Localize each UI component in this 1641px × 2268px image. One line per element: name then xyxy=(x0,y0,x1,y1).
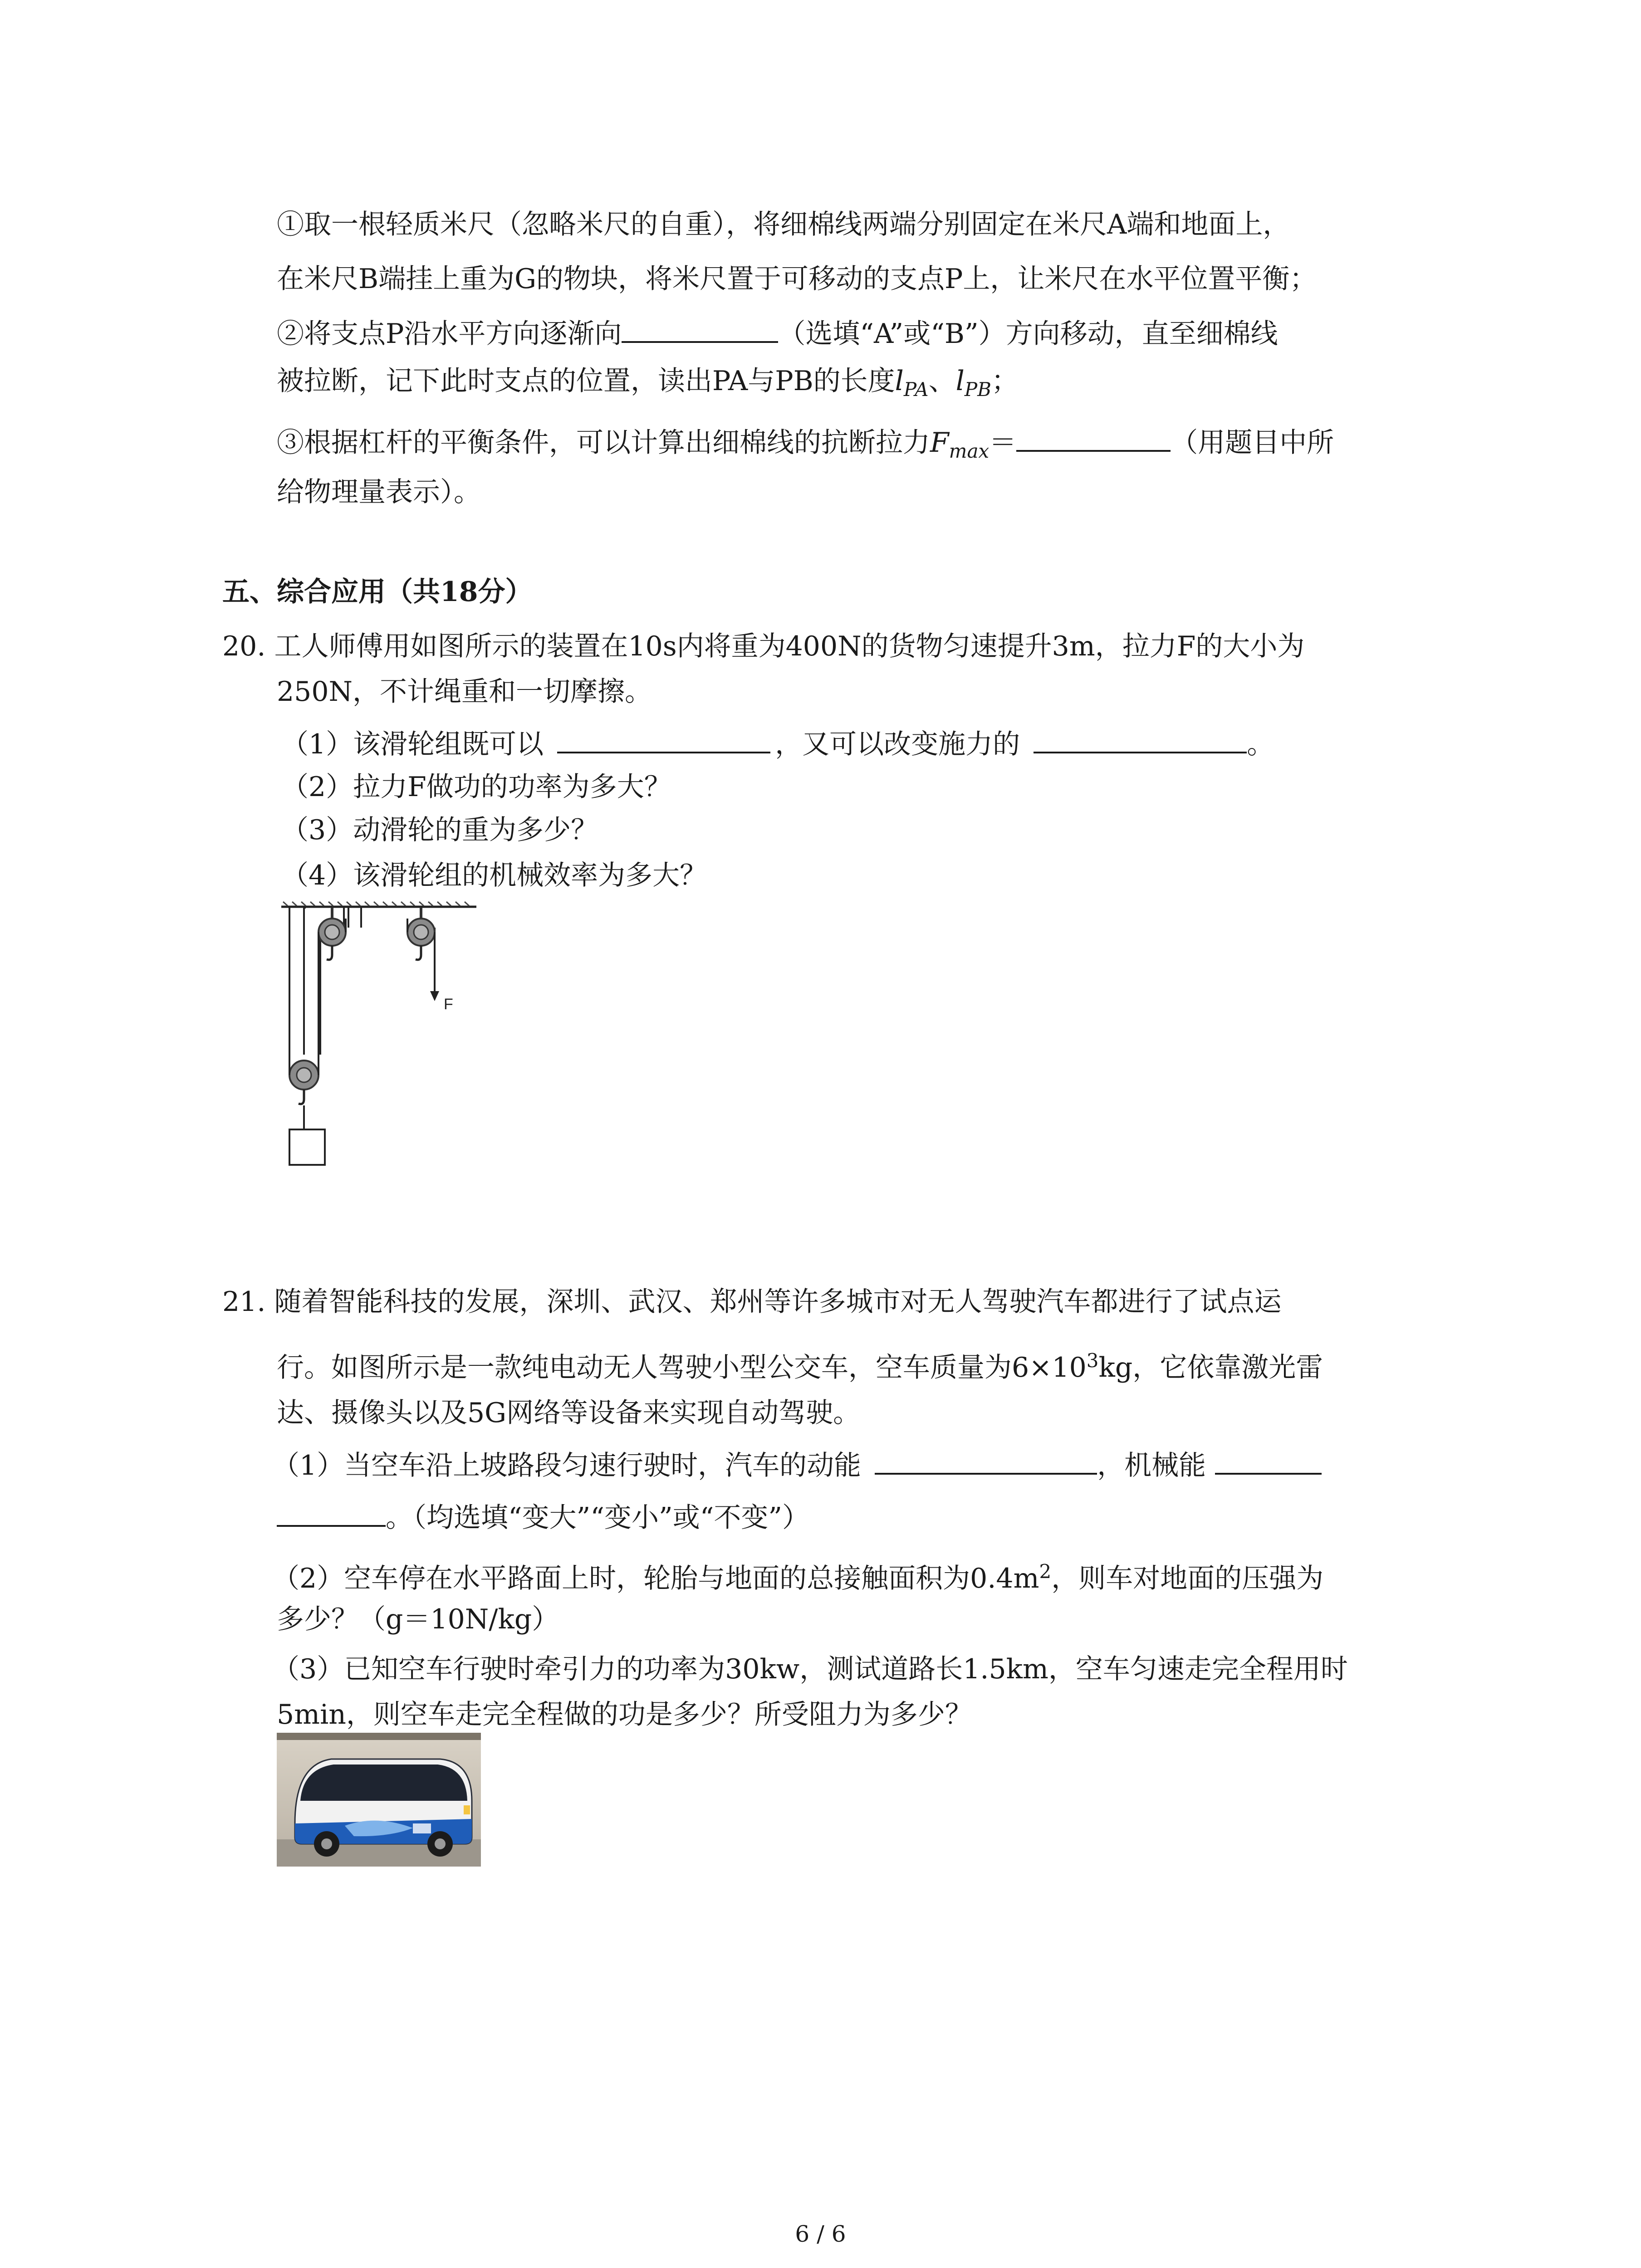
page-number: 6 / 6 xyxy=(795,2221,846,2247)
subscript-pa: PA xyxy=(903,378,929,401)
step3-text-a: ③根据杠杆的平衡条件，可以计算出细棉线的抗断拉力 xyxy=(277,427,930,459)
subscript-max: max xyxy=(949,440,989,462)
symbol-f: F xyxy=(930,427,949,459)
step3-line1 xyxy=(277,422,1334,469)
q20-part2: （2）拉力F做功的功率为多大？ xyxy=(281,771,671,803)
q20-part1 xyxy=(281,723,1274,763)
q21-line2-text-a: 行。如图所示是一款纯电动无人驾驶小型公交车，空车质量为6×10 xyxy=(277,1352,1087,1383)
q20-part1-text-c: 。 xyxy=(1247,728,1274,760)
q21-part1-text-a: （1）当空车沿上坡路段匀速行驶时，汽车的动能 xyxy=(272,1450,862,1481)
q21-line2 xyxy=(277,1343,1323,1386)
answer-blank-mechanical-energy[interactable] xyxy=(1215,1445,1322,1475)
step2-text-c: 被拉断，记下此时支点的位置，读出PA与PB的长度 xyxy=(277,365,895,397)
q21-part2-line1 xyxy=(272,1554,1323,1597)
answer-blank-mechanical-energy-cont xyxy=(277,1497,386,1527)
subscript-pb: PB xyxy=(964,378,991,401)
fixed-pulley-left xyxy=(318,908,346,960)
q20-part1-text-b: ，又可以改变施力的 xyxy=(775,728,1020,760)
q21-part1-text-b: ，机械能 xyxy=(1097,1450,1206,1481)
fixed-pulley-right xyxy=(407,908,435,960)
answer-blank-direction[interactable] xyxy=(622,313,778,343)
q20-part4: （4）该滑轮组的机械效率为多大？ xyxy=(281,860,707,891)
answer-blank-fmax[interactable] xyxy=(1016,422,1171,452)
q21-part2-text-a: （2）空车停在水平路面上时，轮胎与地面的总接触面积为0.4m xyxy=(272,1563,1039,1594)
answer-blank-force-direction[interactable] xyxy=(1034,723,1247,753)
q21-part1-text-c: 。（均选填“变大”“变小”或“不变”） xyxy=(386,1502,810,1534)
q21-line2-text-b: kg，它依靠激光雷 xyxy=(1098,1352,1323,1383)
equals-sign: ＝ xyxy=(989,427,1017,459)
q21-part1-line2 xyxy=(277,1497,809,1536)
step3-line2: 给物理量表示）。 xyxy=(277,476,481,508)
q21-line3: 达、摄像头以及5G网络等设备来实现自动驾驶。 xyxy=(277,1397,861,1429)
symbol-l-pb: l xyxy=(955,365,965,397)
force-label-f: F xyxy=(444,996,453,1013)
movable-pulley xyxy=(289,1061,318,1129)
step2-text-b: （选填“A”或“B”）方向移动，直至细棉线 xyxy=(778,318,1278,350)
symbol-l-pa: l xyxy=(895,365,904,397)
q21-line1: 21. 随着智能科技的发展，深圳、武汉、郑州等许多城市对无人驾驶汽车都进行了试点运 xyxy=(222,1286,1282,1318)
step3-text-b: （用题目中所 xyxy=(1171,427,1334,459)
step1-line1: ①取一根轻质米尺（忽略米尺的自重），将细棉线两端分别固定在米尺A端和地面上， xyxy=(277,209,1290,240)
q21-part1-line1 xyxy=(272,1445,1322,1484)
q21-part3-line1: （3）已知空车行驶时牵引力的功率为30kw，测试道路长1.5km，空车匀速走完全程用时 xyxy=(272,1653,1348,1685)
answer-blank-save-force[interactable] xyxy=(557,723,770,753)
ceiling-beam xyxy=(281,902,476,907)
cargo-box xyxy=(289,1129,325,1165)
autonomous-bus-photo xyxy=(277,1733,481,1867)
q21-part2-text-b: ，则车对地面的压强为 xyxy=(1051,1563,1324,1594)
pulley-system-figure xyxy=(277,900,485,1173)
step2-end: ； xyxy=(991,365,1019,397)
step2-line2 xyxy=(277,363,1019,408)
step2-line1 xyxy=(277,313,1278,352)
q21-part2-line2: 多少？（g＝10N/kg） xyxy=(277,1603,559,1635)
q20-line1: 20. 工人师傅用如图所示的装置在10s内将重为400N的货物匀速提升3m，拉力F的大小为 xyxy=(222,631,1305,662)
step1-line2: 在米尺B端挂上重为G的物块，将米尺置于可移动的支点P上，让米尺在水平位置平衡； xyxy=(277,263,1317,295)
pull-force-arrow xyxy=(430,932,439,1001)
q21-part2-exponent: 2 xyxy=(1039,1560,1052,1583)
answer-blank-kinetic-energy[interactable] xyxy=(875,1445,1097,1475)
separator: 、 xyxy=(928,365,956,397)
q20-line2: 250N，不计绳重和一切摩擦。 xyxy=(277,676,652,708)
step2-text-a: ②将支点P沿水平方向逐渐向 xyxy=(277,318,622,350)
q21-part3-line2: 5min，则空车走完全程做的功是多少？所受阻力为多少？ xyxy=(277,1699,972,1730)
q21-line2-exponent: 3 xyxy=(1086,1349,1099,1372)
q20-part1-text-a: （1）该滑轮组既可以 xyxy=(281,728,544,760)
section-heading: 五、综合应用（共18分） xyxy=(222,576,533,608)
q20-part3: （3）动滑轮的重为多少？ xyxy=(281,814,598,846)
